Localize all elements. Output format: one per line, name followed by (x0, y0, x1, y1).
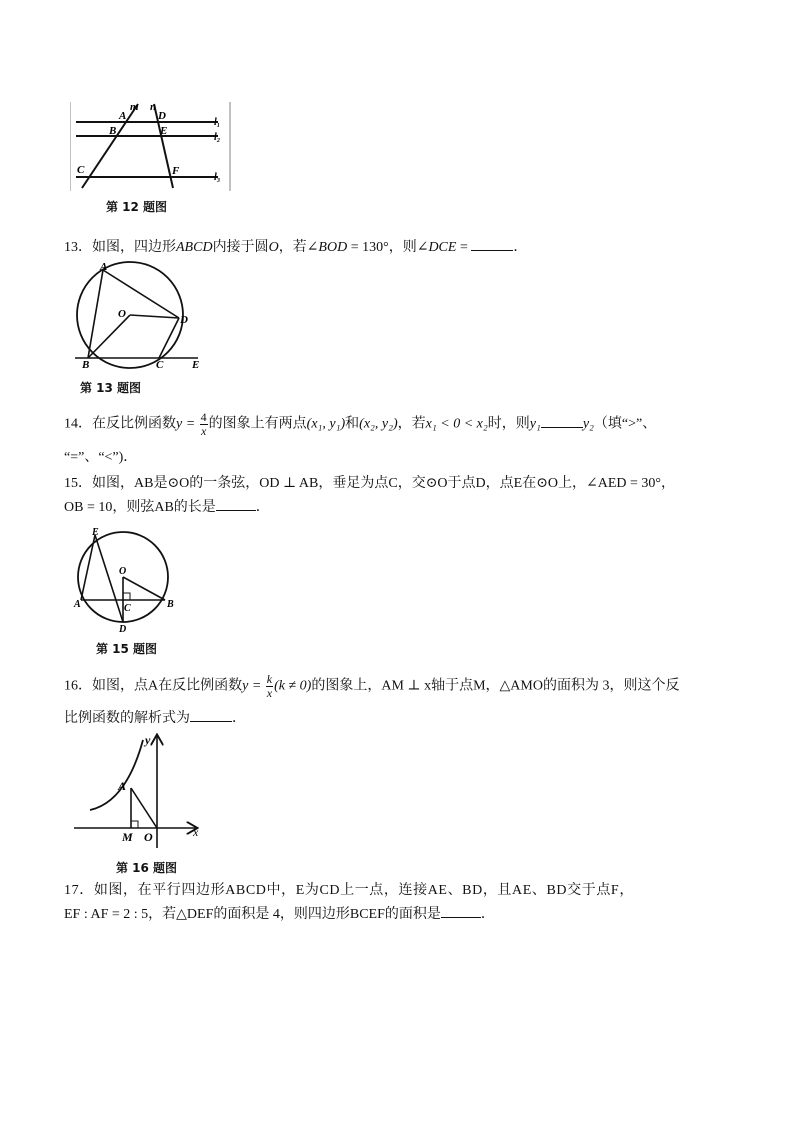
label-l3: l₃ (214, 172, 221, 183)
question-14: 14．在反比例函数y = $\frac{4}{x}$ 的图象上有两点(x₁, y₁)和(x₂, y₂)，若x₁ < 0 < x₂时，则y₁ y₂（填“>”、 (64, 410, 657, 438)
fraction-4-over-x: $\frac{4}{x}$ (200, 410, 207, 438)
label-O: O (119, 566, 127, 577)
label-O: O (144, 830, 153, 844)
figure-16 (72, 730, 207, 855)
question-16: 16．如图，点A在反比例函数y = $\frac{k}{x}$ (k ≠ 0)的图象上，AM ⊥ x轴于点M，△AMO的面积为 3，则这个反 (64, 672, 680, 700)
figure-16-caption: 第 16 题图 (116, 861, 178, 875)
label-B: B (109, 125, 117, 137)
figure-12-caption: 第 12 题图 (106, 200, 168, 214)
label-A: A (74, 599, 81, 610)
question-17: 17．如图，在平行四边形ABCD中，E为CD上一点，连接AE、BD，且AE、BD交于点F， (64, 883, 634, 898)
label-n: n (150, 101, 157, 113)
label-O: O (118, 308, 126, 320)
figure-15 (70, 527, 180, 635)
label-A: A (119, 110, 127, 122)
figure-13-caption: 第 13 题图 (80, 381, 142, 395)
label-A: A (100, 261, 108, 273)
answer-blank-14[interactable] (541, 415, 583, 428)
label-C: C (77, 164, 85, 176)
answer-blank-16[interactable] (190, 709, 232, 722)
label-x: x (193, 825, 199, 839)
answer-blank-15[interactable] (216, 498, 256, 511)
label-E: E (192, 359, 200, 371)
label-D: D (158, 110, 166, 122)
answer-blank-13[interactable] (471, 238, 513, 251)
label-C: C (156, 359, 164, 371)
label-D: D (119, 624, 127, 635)
label-B: B (82, 359, 90, 371)
question-14-line2: “=”、“<”)． (64, 450, 138, 465)
label-M: M (122, 830, 133, 844)
question-15-line2: OB = 10，则弦AB的长是 ． (64, 500, 270, 515)
label-E: E (160, 125, 168, 137)
label-C: C (124, 603, 131, 614)
question-13: 13．如图，四边形ABCD内接于圆O，若∠BOD = 130°，则∠DCE = ． (64, 240, 528, 255)
label-l1: l₁ (214, 117, 221, 128)
fraction-k-over-x: $\frac{k}{x}$ (266, 672, 273, 700)
label-y: y (145, 733, 151, 747)
label-l2: l₂ (214, 132, 221, 143)
label-B: B (167, 599, 174, 610)
figure-12 (70, 98, 232, 193)
label-D: D (180, 314, 188, 326)
label-m: m (130, 101, 139, 113)
question-15: 15．如图，AB是⊙O的一条弦，OD ⊥ AB，垂足为点C，交⊙O于点D，点E在⊙O上，∠AED = 30°， (64, 476, 676, 491)
label-A: A (118, 779, 127, 793)
figure-13 (70, 260, 220, 375)
figure-15-caption: 第 15 题图 (96, 642, 158, 656)
label-E: E (92, 527, 99, 538)
label-F: F (172, 165, 180, 177)
question-17-line2: EF : AF = 2 : 5，若△DEF的面积是 4，则四边形BCEF的面积是 ． (64, 907, 495, 922)
answer-blank-17[interactable] (441, 905, 481, 918)
question-16-line2: 比例函数的解析式为 ． (64, 711, 246, 726)
